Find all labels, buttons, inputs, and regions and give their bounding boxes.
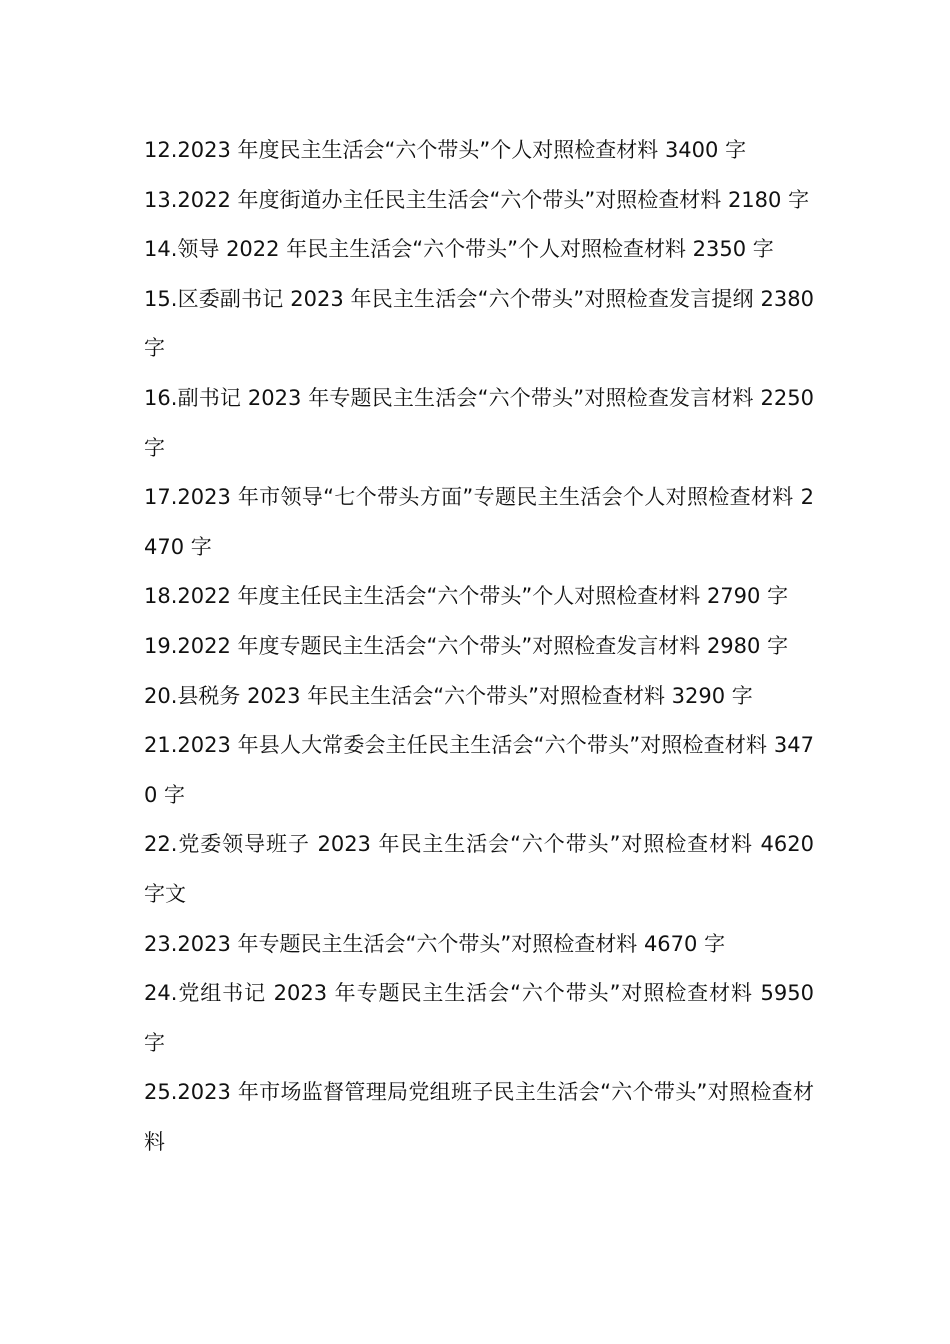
list-item: 20.县税务 2023 年民主生活会“六个带头”对照检查材料 3290 字 xyxy=(144,683,753,708)
list-item: 18.2022 年度主任民主生活会“六个带头”个人对照检查材料 2790 字 xyxy=(144,584,789,609)
list-item: 13.2022 年度街道办主任民主生活会“六个带头”对照检查材料 2180 字 xyxy=(144,187,810,212)
list-item: 14.领导 2022 年民主生活会“六个带头”个人对照检查材料 2350 字 xyxy=(144,237,774,262)
document-list xyxy=(144,126,814,1167)
list-item: 24.党组书记 2023 年专题民主生活会“六个带头”对照检查材料 5950 字 xyxy=(144,981,814,1055)
list-item: 17.2023 年市领导“七个带头方面”专题民主生活会个人对照检查材料 2470 字 xyxy=(144,485,814,559)
list-item: 12.2023 年度民主生活会“六个带头”个人对照检查材料 3400 字 xyxy=(144,138,747,162)
list-item: 23.2023 年专题民主生活会“六个带头”对照检查材料 4670 字 xyxy=(144,931,726,956)
list-item: 22.党委领导班子 2023 年民主生活会“六个带头”对照检查材料 4620 字文 xyxy=(144,832,814,906)
list-item: 19.2022 年度专题民主生活会“六个带头”对照检查发言材料 2980 字 xyxy=(144,633,789,658)
list-item: 25.2023 年市场监督管理局党组班子民主生活会“六个带头”对照检查材料 xyxy=(144,1080,814,1154)
list-item: 21.2023 年县人大常委会主任民主生活会“六个带头”对照检查材料 3470 字 xyxy=(144,733,814,807)
list-item: 16.副书记 2023 年专题民主生活会“六个带头”对照检查发言材料 2250 字 xyxy=(144,385,814,460)
list-item: 15.区委副书记 2023 年民主生活会“六个带头”对照检查发言提纲 2380 字 xyxy=(144,286,814,361)
